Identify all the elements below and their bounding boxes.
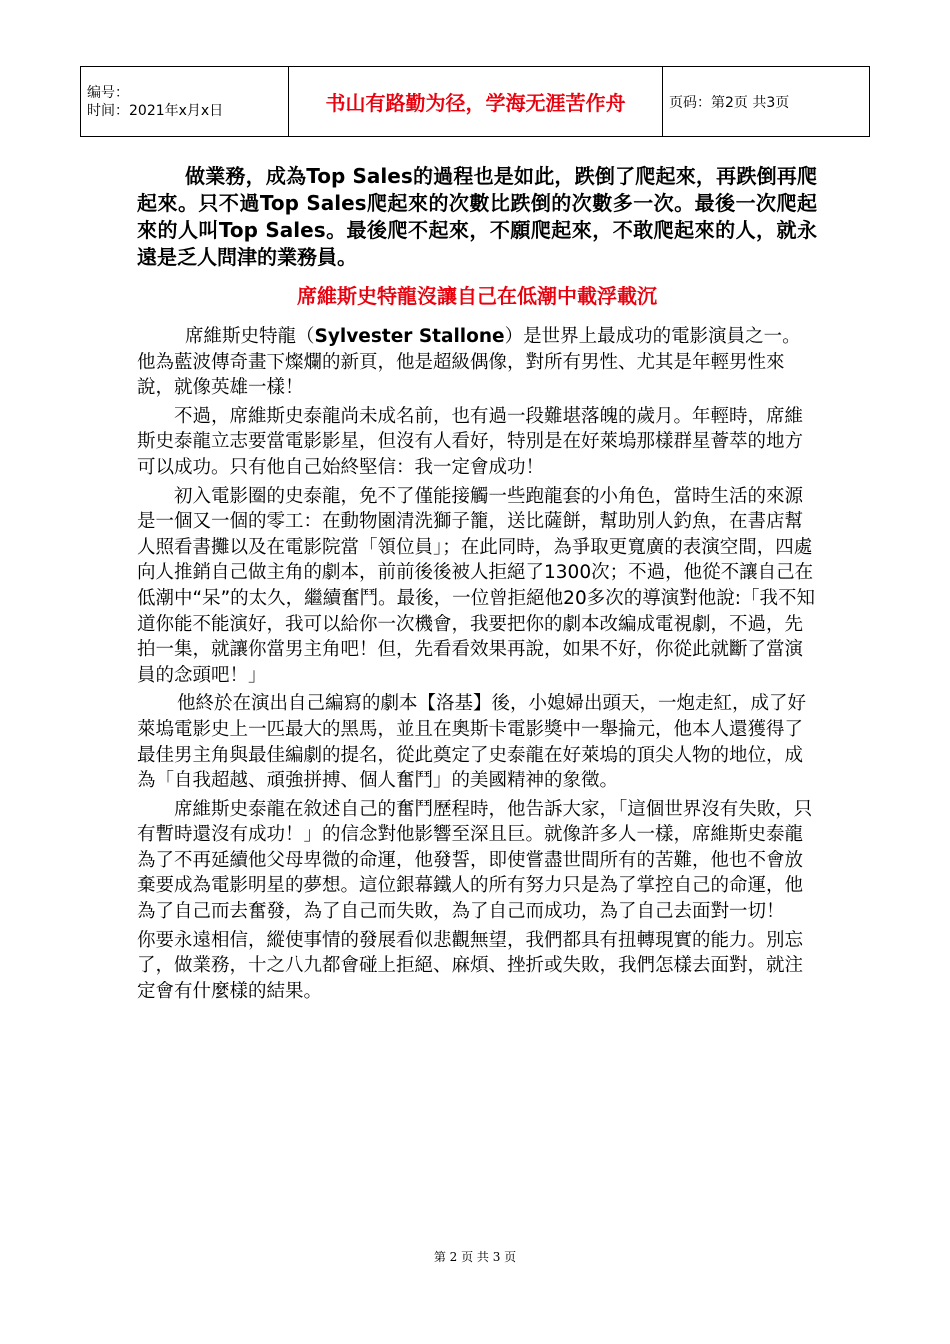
paragraph-6: [137, 928, 817, 1005]
paragraph-4-text: 他終於在演出自己編寫的劇本【洛基】後，小媳婦出頭天，一炮走紅，成了好萊塢電影史上一匹最大的黑馬，並且在奧斯卡電影獎中一舉掄元，他本人還獲得了最佳男主角與最佳編劇的提名，從此奠定了史泰龍在好萊塢的頂尖人物的地位，成為「自我超越、頑強拼搏、個人奮鬥」的美國精神的象徵。: [137, 693, 807, 792]
time-label: 时间：2021年x月x日: [87, 102, 224, 119]
paragraph-4: [137, 691, 817, 793]
header-meta: [81, 67, 289, 137]
page-footer: 第 2 页 共 3 页: [433, 1250, 517, 1264]
page-content: [137, 163, 817, 1007]
paragraph-3: [137, 484, 817, 689]
intro-text: 做業務，成為Top Sales的過程也是如此，跌倒了爬起來，再跌倒再爬起來。只不過Top Sales爬起來的次數比跌倒的次數多一次。最後一次爬起來的人叫Top Sales。最後爬不起來，不願爬起來，不敢爬起來的人，就永遠是乏人問津的業務員。: [137, 164, 817, 269]
section-title: 席維斯史特龍沒讓自己在低潮中載浮載沉: [297, 284, 657, 308]
header-motto: 书山有路勤为径，学海无涯苦作舟: [289, 67, 663, 137]
paragraph-2-text: 不過，席維斯史泰龍尚未成名前，也有過一段難堪落魄的歲月。年輕時，席維斯史泰龍立志要當電影影星，但沒有人看好，特別是在好萊塢那樣群星薈萃的地方可以成功。只有他自己始終堅信：我一定會成功！: [137, 405, 804, 478]
paragraph-6-text: 你要永遠相信，縱使事情的發展看似悲觀無望，我們都具有扭轉現實的能力。別忘了，做業務，十之八九都會碰上拒絕、麻煩、挫折或失敗，我們怎樣去面對，就注定會有什麼樣的結果。: [137, 929, 804, 1002]
number-label: 编号：: [87, 84, 129, 101]
paragraph-5: [137, 797, 817, 925]
paragraph-5-text: 席維斯史泰龍在敘述自己的奮鬥歷程時，他告訴大家，「這個世界沒有失敗，只有暫時還沒有成功！」的信念對他影響至深且巨。就像許多人一樣，席維斯史泰龍為了不再延續他父母卑微的命運，他發誓，即使嘗盡世間所有的苦難，他也不會放棄要成為電影明星的夢想。這位銀幕鐵人的所有努力只是為了掌控自己的命運，他為了自己而去奮發，為了自己而失敗，為了自己而成功，為了自己去面對一切！: [137, 798, 813, 923]
paragraph-2: [137, 404, 817, 481]
header-page-info: 页码：第2页 共3页: [663, 67, 870, 137]
stallone-english-name: Sylvester Stallone: [314, 326, 505, 347]
intro-paragraph: [137, 163, 817, 271]
paragraph-3-text: 初入電影圈的史泰龍，免不了僅能接觸一些跑龍套的小角色，當時生活的來源是一個又一個的零工：在動物園清洗獅子籠，送比薩餅，幫助別人釣魚，在書店幫人照看書攤以及在電影院當「領位員」；在此同時，為爭取更寬廣的表演空間，四處向人推銷自己做主角的劇本，前前後後被人拒絕了1300次；不過，他從不讓自己在低潮中“呆”的太久，繼續奮鬥。最後，一位曾拒絕他20多次的導演對他說:「我不知道你能不能演好，我可以給你一次機會，我要把你的劇本改編成電視劇，不過，先拍一集，就讓你當男主角吧！但，先看看效果再說，如果不好，你從此就斷了當演員的念頭吧！」: [137, 485, 815, 686]
paragraph-1-end: ）是世界上最成功的電影演員之一。他為藍波傳奇畫下燦爛的新頁，他是超級偶像，對所有男性、尤其是年輕男性來說，就像英雄一樣！: [137, 326, 801, 399]
paragraph-1: [137, 324, 817, 401]
article-body: [137, 324, 817, 1004]
paragraph-1-start: 席維斯史特龍（: [185, 326, 315, 347]
document-header: [80, 66, 870, 137]
